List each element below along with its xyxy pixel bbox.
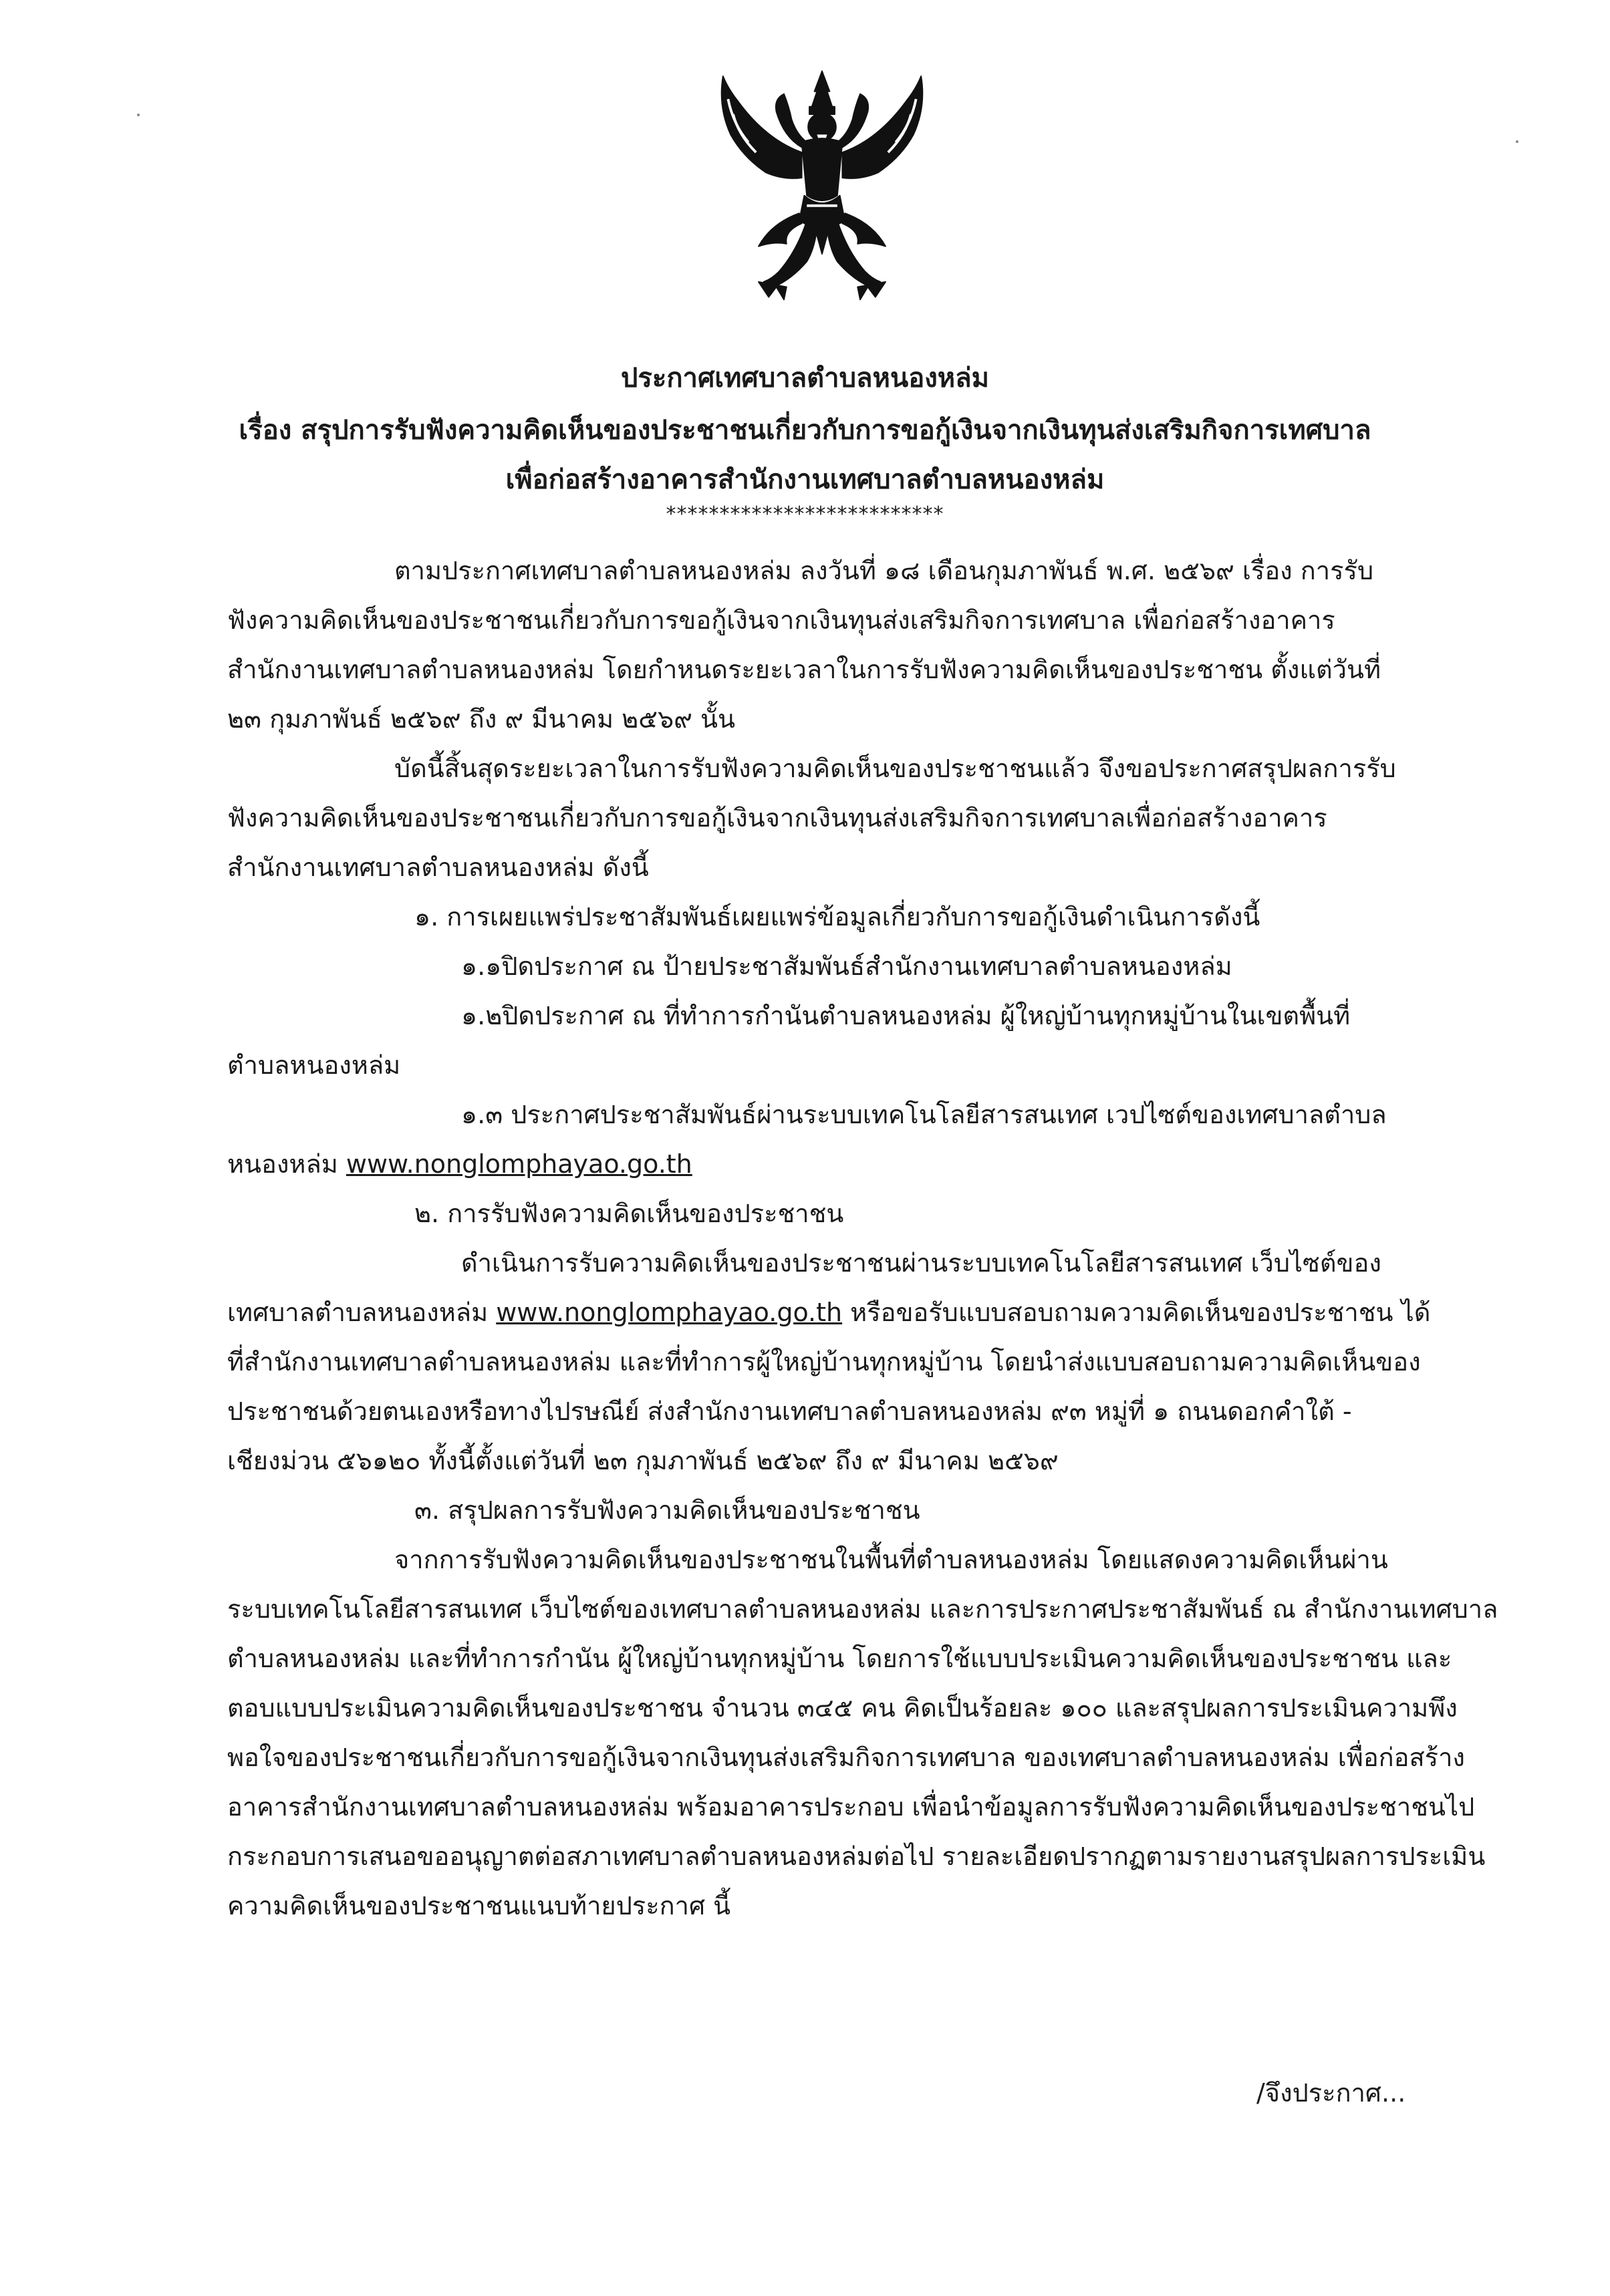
announcement-subject-line-2: เพื่อก่อสร้างอาคารสำนักงานเทศบาลตำบลหนองหล่ม	[505, 464, 1105, 495]
body-line: ฟังความคิดเห็นของประชาชนเกี่ยวกับการขอกู้เงินจากเงินทุนส่งเสริมกิจการเทศบาลเพื่อก่อสร้างอาคาร	[227, 803, 1327, 833]
body-line: ตามประกาศเทศบาลตำบลหนองหล่ม ลงวันที่ ๑๘ เดือนกุมภาพันธ์ พ.ศ. ๒๕๖๙ เรื่อง การรับ	[394, 556, 1374, 585]
body-line: สำนักงานเทศบาลตำบลหนองหล่ม ดังนี้	[227, 853, 649, 882]
body-line	[227, 1294, 1430, 1331]
scan-speck	[137, 114, 140, 116]
section-heading: ๒. การรับฟังความคิดเห็นของประชาชน	[414, 1199, 844, 1228]
header-separator: **************************	[666, 503, 944, 526]
announcement-title: ประกาศเทศบาลตำบลหนองหล่ม	[620, 363, 990, 394]
body-line: ๑.๒ปิดประกาศ ณ ที่ทำการกำนันตำบลหนองหล่ม ผู้ใหญ่บ้านทุกหมู่บ้านในเขตพื้นที่	[461, 1001, 1351, 1030]
section-heading: ๓. สรุปผลการรับฟังความคิดเห็นของประชาชน	[414, 1495, 920, 1525]
body-line	[227, 1145, 692, 1183]
body-line: เชียงม่วน ๕๖๑๒๐ ทั้งนี้ตั้งแต่วันที่ ๒๓ กุมภาพันธ์ ๒๕๖๙ ถึง ๙ มีนาคม ๒๕๖๙	[227, 1446, 1059, 1475]
body-line: อาคารสำนักงานเทศบาลตำบลหนองหล่ม พร้อมอาคารประกอบ เพื่อนำข้อมูลการรับฟังความคิดเห็นของประชาชนไป	[227, 1792, 1475, 1822]
body-line: ตำบลหนองหล่ม	[227, 1050, 401, 1080]
body-text: หนองหล่ม	[227, 1149, 346, 1179]
body-line: ที่สำนักงานเทศบาลตำบลหนองหล่ม และที่ทำการผู้ใหญ่บ้านทุกหมู่บ้าน โดยนำส่งแบบสอบถามความคิดเห็นของ	[227, 1347, 1421, 1377]
body-line: สำนักงานเทศบาลตำบลหนองหล่ม โดยกำหนดระยะเวลาในการรับฟังความคิดเห็นของประชาชน ตั้งแต่วันที่	[227, 655, 1381, 684]
page-continuation: /จึงประกาศ...	[1256, 2078, 1406, 2108]
body-line: ๒๓ กุมภาพันธ์ ๒๕๖๙ ถึง ๙ มีนาคม ๒๕๖๙ นั้น	[227, 704, 735, 734]
body-line: ๑.๓ ประกาศประชาสัมพันธ์ผ่านระบบเทคโนโลยีสารสนเทศ เวปไซต์ของเทศบาลตำบล	[461, 1100, 1387, 1129]
section-heading: ๑. การเผยแพร่ประชาสัมพันธ์เผยแพร่ข้อมูลเกี่ยวกับการขอกู้เงินดำเนินการดังนี้	[414, 902, 1260, 931]
announcement-subject-line-1: เรื่อง สรุปการรับฟังความคิดเห็นของประชาชนเกี่ยวกับการขอกู้เงินจากเงินทุนส่งเสริมกิจการเทศบาล	[239, 415, 1371, 446]
garuda-emblem-icon	[695, 63, 949, 317]
body-line: ตำบลหนองหล่ม และที่ทำการกำนัน ผู้ใหญ่บ้านทุกหมู่บ้าน โดยการใช้แบบประเมินความคิดเห็นของประชาชน และ	[227, 1644, 1452, 1673]
body-line: กระกอบการเสนอขออนุญาตต่อสภาเทศบาลตำบลหนองหล่มต่อไป รายละเอียดปรากฏตามรายงานสรุปผลการประเมิน	[227, 1842, 1486, 1871]
body-line: บัดนี้สิ้นสุดระยะเวลาในการรับฟังความคิดเห็นของประชาชนแล้ว จึงขอประกาศสรุปผลการรับ	[394, 754, 1396, 783]
website-link[interactable]: www.nonglomphayao.go.th	[496, 1298, 843, 1327]
body-line: ฟังความคิดเห็นของประชาชนเกี่ยวกับการขอกู้เงินจากเงินทุนส่งเสริมกิจการเทศบาล เพื่อก่อสร้างอาคาร	[227, 605, 1335, 635]
body-text: เทศบาลตำบลหนองหล่ม	[227, 1298, 497, 1327]
body-line: ประชาชนด้วยตนเองหรือทางไปรษณีย์ ส่งสำนักงานเทศบาลตำบลหนองหล่ม ๙๓ หมู่ที่ ๑ ถนนดอกคำใต้ -	[227, 1397, 1352, 1426]
body-line: ความคิดเห็นของประชาชนแนบท้ายประกาศ นี้	[227, 1891, 731, 1920]
body-line: พอใจของประชาชนเกี่ยวกับการขอกู้เงินจากเงินทุนส่งเสริมกิจการเทศบาล ของเทศบาลตำบลหนองหล่ม เพื่อก่อสร้าง	[227, 1743, 1465, 1772]
body-line: ระบบเทคโนโลยีสารสนเทศ เว็บไซต์ของเทศบาลตำบลหนองหล่ม และการประกาศประชาสัมพันธ์ ณ สำนักงานเทศบาล	[227, 1594, 1498, 1624]
body-text: หรือขอรับแบบสอบถามความคิดเห็นของประชาชน ได้	[842, 1298, 1431, 1327]
body-line: จากการรับฟังความคิดเห็นของประชาชนในพื้นที่ตำบลหนองหล่ม โดยแสดงความคิดเห็นผ่าน	[394, 1545, 1388, 1574]
scan-speck	[1516, 140, 1518, 143]
body-line: ๑.๑ปิดประกาศ ณ ป้ายประชาสัมพันธ์สำนักงานเทศบาลตำบลหนองหล่ม	[461, 952, 1232, 981]
body-line: ดำเนินการรับความคิดเห็นของประชาชนผ่านระบบเทคโนโลยีสารสนเทศ เว็บไซต์ของ	[461, 1248, 1381, 1278]
body-line: ตอบแบบประเมินความคิดเห็นของประชาชน จำนวน ๓๔๕ คน คิดเป็นร้อยละ ๑๐๐ และสรุปผลการประเมินความพึง	[227, 1693, 1458, 1723]
website-link[interactable]: www.nonglomphayao.go.th	[346, 1149, 692, 1179]
